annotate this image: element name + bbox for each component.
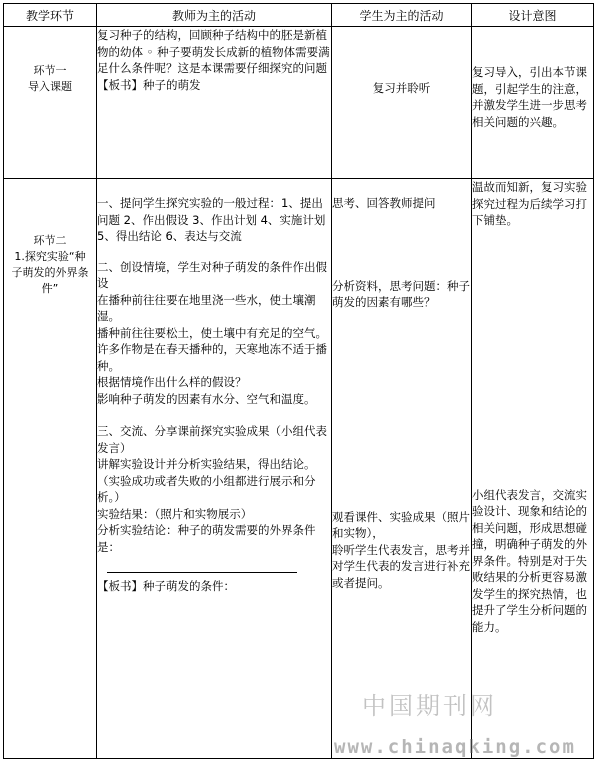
teacher-paragraph: 影响种子萌发的因素有水分、空气和温度。 — [97, 391, 316, 406]
header-design-intent: 设计意图 — [472, 4, 594, 27]
student-paragraph: 观看课件、实验成果（照片和实物）， — [332, 509, 470, 540]
stage-cell — [4, 179, 97, 759]
design-text: 复习导入，引出本节课题，引起学生的注意，并激发学生进一步思考相关问题的兴趣。 — [472, 65, 587, 129]
design-paragraph: 小组代表发言，交流实验设计、现象和结论的相关问题，形成思想碰撞，明确种子萌发的外界条件。特别是对于失败结果的分析更容易激发学生的探究热情，也提升了学生分析问题的能力。 — [472, 487, 587, 634]
stage-cell — [4, 27, 97, 179]
student-paragraph: 分析资料，思考问题：种子萌发的因素有哪些？ — [332, 278, 470, 309]
watermark-url: www.chinaqking.com — [334, 736, 576, 758]
design-intent-cell — [472, 179, 594, 759]
teacher-paragraph: 根据情境作出什么样的假设？ — [97, 375, 247, 389]
student-text: 复习并聆听 — [372, 81, 431, 95]
stage-title: 1.探究实验“种子萌发的外界条件” — [11, 250, 89, 295]
watermark-logo-text: 中国期刊网 — [362, 692, 497, 720]
student-paragraph: 聆听学生代表发言，思考并对学生代表的发言进行补充或者提问。 — [332, 542, 470, 590]
teacher-paragraph: 一、提问学生探究实验的一般过程：1、提出问题 2、作出假设 3、作出计划 4、实施计划 5、得出结论 6、表达与交流 — [97, 196, 326, 243]
teacher-paragraph: 在播种前往往要在地里浇一些水，使土壤潮湿。 — [97, 292, 316, 323]
teacher-paragraph: 二、创设情境，学生对种子萌发的条件作出假设 — [97, 259, 327, 290]
design-paragraph: 温故而知新，复习实验探究过程为后续学习打下铺垫。 — [472, 180, 587, 227]
teacher-activity-cell — [97, 179, 332, 759]
answer-blank-line — [97, 561, 331, 578]
teacher-text: 复习种子的结构，回顾种子结构中的胚是新植物的幼体 ◦ 种子要萌发长成新的植物体需要满足什么条件呢？这是本课需要仔细探究的问题 — [97, 28, 330, 75]
lesson-plan-table — [3, 3, 594, 759]
student-activity-cell — [332, 27, 472, 179]
table-row — [4, 179, 594, 759]
board-note: 【板书】种子的萌发 — [97, 77, 201, 92]
teacher-paragraph: 三、交流、分享课前探究实验成果（小组代表发言） — [97, 424, 327, 455]
header-stage: 教学环节 — [4, 4, 97, 27]
stage-title: 导入课题 — [28, 80, 72, 93]
design-intent-cell — [472, 27, 594, 179]
board-note: 【板书】种子萌发的条件： — [97, 578, 235, 593]
teacher-paragraph: 讲解实验设计并分析实验结果，得出结论。（实验成功或者失败的小组都进行展示和分析。） — [97, 457, 316, 504]
stage-number: 环节一 — [33, 64, 67, 77]
student-paragraph: 思考、回答教师提问 — [332, 196, 436, 210]
stage-number: 环节二 — [33, 234, 67, 247]
header-teacher-activity: 教师为主的活动 — [97, 4, 332, 27]
teacher-paragraph: 许多作物是在春天播种的，天寒地冻不适于播种。 — [97, 342, 327, 373]
student-activity-cell — [332, 179, 472, 759]
teacher-paragraph: 分析实验结论：种子的萌发需要的外界条件是： — [97, 523, 316, 554]
teacher-activity-cell — [97, 27, 332, 179]
teacher-paragraph: 实验结果：（照片和实物展示） — [97, 506, 253, 521]
header-student-activity: 学生为主的活动 — [332, 4, 472, 27]
table-header-row — [4, 4, 594, 27]
table-row — [4, 27, 594, 179]
teacher-paragraph: 播种前往往要松土，使土壤中有充足的空气。 — [97, 325, 327, 340]
